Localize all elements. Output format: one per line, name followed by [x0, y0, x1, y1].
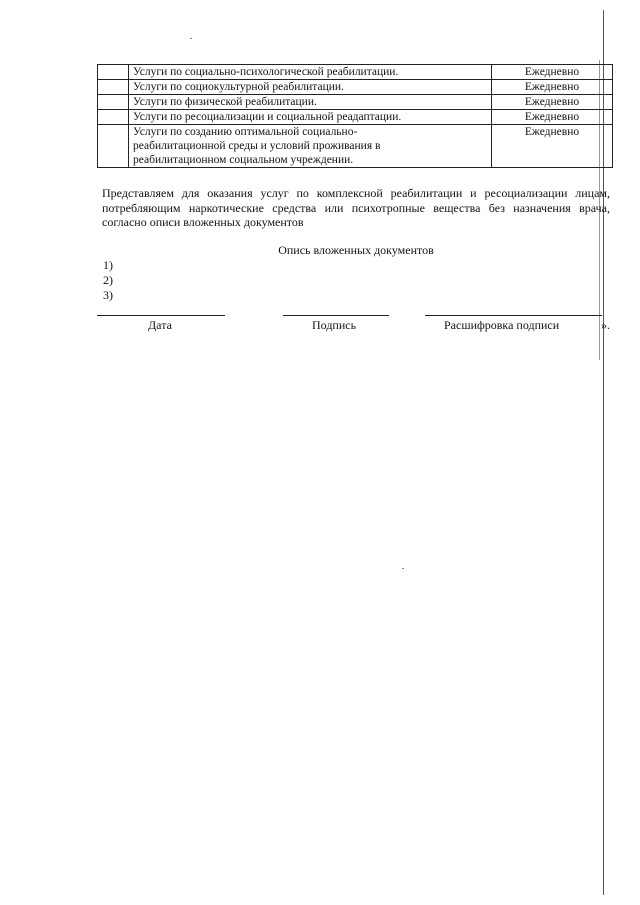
inventory-title: Опись вложенных документов	[278, 243, 434, 257]
service-name-line: реабилитационной среды и условий проживания в	[133, 140, 381, 152]
table-row	[98, 65, 613, 80]
scan-speck	[402, 568, 404, 569]
submission-paragraph	[102, 186, 610, 230]
table-row	[98, 80, 613, 95]
service-frequency-cell: Ежедневно	[492, 80, 613, 95]
row-number-cell	[98, 65, 129, 80]
service-name-line: реабилитационном социальном учреждении.	[133, 154, 354, 166]
service-name-cell: Услуги по ресоциализации и социальной реадаптации.	[129, 110, 492, 125]
service-name-cell: Услуги по социокультурной реабилитации.	[129, 80, 492, 95]
date-signature-line	[97, 315, 225, 316]
row-number-cell	[98, 95, 129, 110]
row-number-cell	[98, 80, 129, 95]
paragraph-line: Представляем для оказания услуг по комплексной реабилитации и ресоциализации лицам,	[102, 186, 610, 200]
service-name-line: Услуги по созданию оптимальной социально-	[133, 126, 358, 138]
services-table	[97, 64, 613, 168]
date-label: Дата	[148, 318, 172, 332]
inventory-item: 3)	[103, 288, 113, 302]
signature-decode-label: Расшифровка подписи	[444, 318, 560, 332]
trailing-quote: ».	[601, 318, 610, 332]
table-row	[98, 110, 613, 125]
service-name-cell: Услуги по социально-психологической реабилитации.	[129, 65, 492, 80]
scan-speck	[190, 38, 192, 39]
table-row	[98, 95, 613, 110]
service-frequency-cell: Ежедневно	[492, 125, 613, 168]
decode-signature-line	[425, 315, 602, 316]
inventory-item: 1)	[103, 258, 113, 272]
signature-label: Подпись	[312, 318, 357, 332]
service-frequency-cell: Ежедневно	[492, 65, 613, 80]
sign-signature-line	[283, 315, 389, 316]
service-name-cell: Услуги по физической реабилитации.	[129, 95, 492, 110]
service-frequency-cell: Ежедневно	[492, 95, 613, 110]
service-name-cell	[129, 125, 492, 168]
row-number-cell	[98, 110, 129, 125]
paragraph-line: потребляющим наркотические средства или психотропные вещества без назначения врача,	[102, 200, 610, 215]
table-row	[98, 125, 613, 168]
row-number-cell	[98, 125, 129, 168]
paragraph-line: согласно описи вложенных документов	[102, 215, 304, 229]
inventory-item: 2)	[103, 273, 113, 287]
service-frequency-cell: Ежедневно	[492, 110, 613, 125]
